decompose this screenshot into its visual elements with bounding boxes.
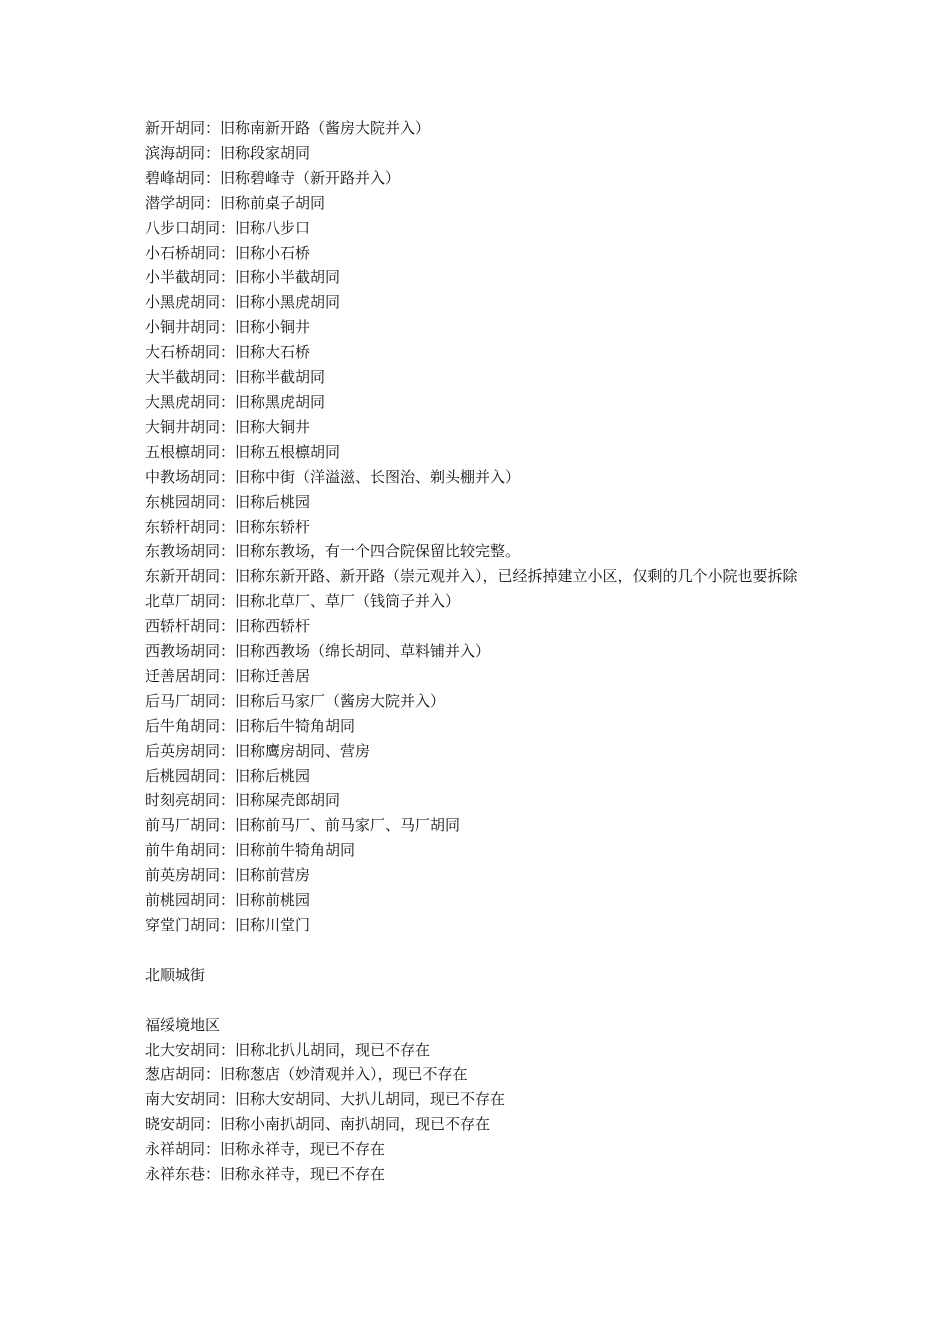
text-line: 永祥胡同：旧称永祥寺，现已不存在 [145, 1140, 386, 1159]
text-line: 小半截胡同：旧称小半截胡同 [145, 268, 341, 287]
text-line: 后牛角胡同：旧称后牛犄角胡同 [145, 716, 356, 735]
text-line: 后桃园胡同：旧称后桃园 [145, 766, 311, 785]
text-line: 后英房胡同：旧称鹰房胡同、营房 [145, 741, 371, 760]
text-line: 时刻亮胡同：旧称屎壳郎胡同 [145, 791, 341, 810]
text-line: 东轿杆胡同：旧称东轿杆 [145, 517, 311, 536]
text-line: 小石桥胡同：旧称小石桥 [145, 243, 311, 262]
text-line: 晓安胡同：旧称小南扒胡同、南扒胡同，现已不存在 [145, 1115, 491, 1134]
text-line: 前桃园胡同：旧称前桃园 [145, 891, 311, 910]
text-line: 大石桥胡同：旧称大石桥 [145, 343, 311, 362]
text-line: 新开胡同：旧称南新开路（酱房大院并入） [145, 119, 431, 137]
text-line: 前马厂胡同：旧称前马厂、前马家厂、马厂胡同 [145, 816, 461, 835]
text-line: 东桃园胡同：旧称后桃园 [145, 492, 311, 511]
text-line: 大半截胡同：旧称半截胡同 [145, 368, 326, 387]
text-line: 滨海胡同：旧称段家胡同 [145, 143, 311, 162]
text-line: 大铜井胡同：旧称大铜井 [145, 417, 311, 436]
text-line: 东教场胡同：旧称东教场，有一个四合院保留比较完整。 [145, 542, 521, 561]
text-line: 迁善居胡同：旧称迁善居 [145, 666, 311, 685]
section-heading: 北顺城街 [145, 965, 206, 984]
text-line: 大黑虎胡同：旧称黑虎胡同 [145, 392, 326, 411]
text-line: 前牛角胡同：旧称前牛犄角胡同 [145, 841, 356, 860]
blank-line [145, 988, 825, 1013]
text-line: 中教场胡同：旧称中街（洋溢滋、长图治、剃头棚并入） [145, 467, 521, 486]
blank-line [145, 938, 825, 963]
text-line: 西教场胡同：旧称西教场（绵长胡同、草料铺并入） [145, 642, 491, 661]
text-line: 北大安胡同：旧称北扒儿胡同，现已不存在 [145, 1040, 431, 1059]
text-line: 后马厂胡同：旧称后马家厂（酱房大院并入） [145, 691, 446, 710]
text-line: 葱店胡同：旧称葱店（妙清观并入），现已不存在 [145, 1065, 468, 1084]
text-line: 南大安胡同：旧称大安胡同、大扒儿胡同，现已不存在 [145, 1090, 506, 1109]
subsection-heading: 福绥境地区 [145, 1015, 221, 1034]
text-line: 潜学胡同：旧称前桌子胡同 [145, 193, 326, 212]
text-line: 小铜井胡同：旧称小铜井 [145, 318, 311, 337]
text-line: 西轿杆胡同：旧称西轿杆 [145, 617, 311, 636]
document-body [145, 116, 825, 1187]
text-line: 东新开胡同：旧称东新开路、新开路（崇元观并入），已经拆掉建立小区，仅剩的几个小院也要拆除 [145, 567, 798, 586]
text-line: 五根檩胡同：旧称五根檩胡同 [145, 442, 341, 461]
text-line: 八步口胡同：旧称八步口 [145, 218, 311, 237]
text-line: 穿堂门胡同：旧称川堂门 [145, 916, 311, 934]
text-line: 前英房胡同：旧称前营房 [145, 866, 311, 885]
text-line: 永祥东巷：旧称永祥寺，现已不存在 [145, 1165, 386, 1184]
text-line: 北草厂胡同：旧称北草厂、草厂（钱筒子并入） [145, 592, 461, 611]
text-line: 碧峰胡同：旧称碧峰寺（新开路并入） [145, 168, 401, 187]
text-line: 小黑虎胡同：旧称小黑虎胡同 [145, 293, 341, 312]
